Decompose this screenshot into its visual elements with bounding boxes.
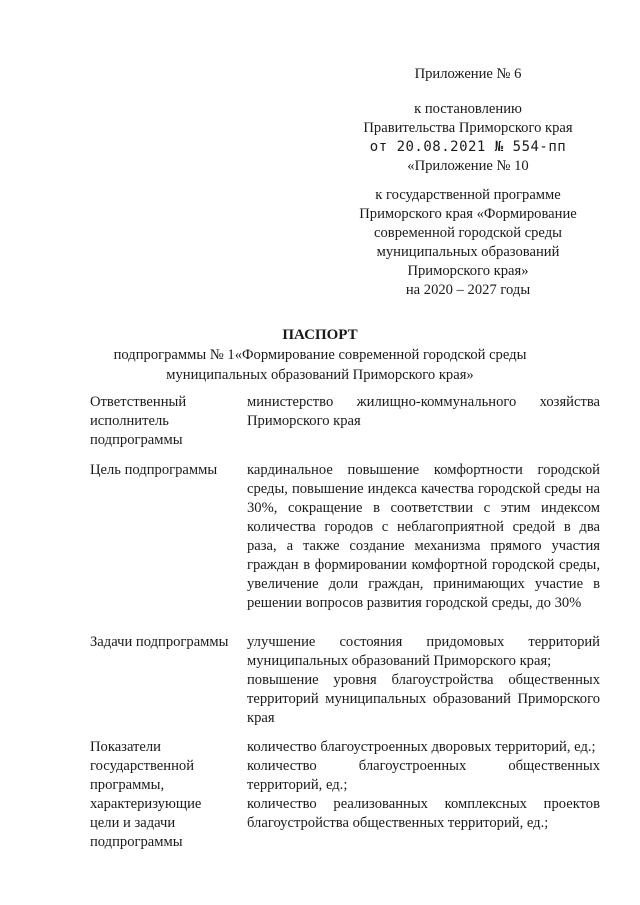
program-reference: [318, 186, 618, 300]
passport-subtitle: муниципальных образований Приморского края»: [166, 367, 474, 383]
program-line: муниципальных образований: [376, 244, 560, 260]
program-line: на 2020 – 2027 годы: [405, 282, 531, 298]
row-value-text: количество реализованных комплексных проектов благоустройства общественных территорий, ед.;: [247, 796, 600, 831]
row-value-text: количество благоустроенных дворовых территорий, ед.;: [247, 739, 596, 755]
decree-number: от 20.08.2021 № 554-пп: [369, 139, 567, 155]
program-line: Приморского края «Формирование: [359, 206, 577, 222]
government-line: Правительства Приморского края: [363, 120, 573, 136]
row-value: [247, 633, 600, 728]
row-value: [247, 738, 600, 833]
row-value-text: повышение уровня благоустройства общественных территорий муниципальных образований Приморского края: [247, 672, 600, 726]
program-line: современной городской среды: [374, 225, 562, 241]
row-label: Цель подпрограммы: [90, 462, 218, 478]
appendix-label: Приложение № 6: [414, 66, 522, 82]
row-value: [247, 393, 600, 431]
appendix-10-line: «Приложение № 10: [407, 158, 529, 174]
program-line: Приморского края»: [407, 263, 529, 279]
passport-subtitle: подпрограммы № 1«Формирование современной городской среды: [113, 347, 527, 363]
row-label: Ответственный исполнитель подпрограммы: [90, 394, 187, 448]
row-value-text: количество благоустроенных общественных территорий, ед.;: [247, 758, 600, 793]
passport-heading: [0, 325, 640, 385]
row-label: Показатели государственной программы, характеризующие цели и задачи подпрограммы: [90, 739, 202, 850]
decree-reference: [318, 100, 618, 176]
program-line: к государственной программе: [375, 187, 561, 203]
to-decree-line: к постановлению: [414, 101, 522, 117]
appendix-number: [318, 65, 618, 84]
row-label: Задачи подпрограммы: [90, 634, 229, 650]
passport-title: ПАСПОРТ: [282, 327, 358, 343]
row-value-text: министерство жилищно-коммунального хозяйства Приморского края: [247, 394, 600, 429]
row-value-text: улучшение состояния придомовых территорий муниципальных образований Приморского края;: [247, 634, 600, 669]
row-value-text: кардинальное повышение комфортности городской среды, повышение индекса качества городской среды на 30%, сокращение в соответствии с этим индексом количества городов с неблагоприятной средой в два раза, а также создание механизма прямого участия граждан в формировании комфортной городской среды, увеличение доли граждан, принимающих участие в решении вопросов развития городской среды, до 30%: [247, 462, 600, 611]
row-value: [247, 461, 600, 613]
